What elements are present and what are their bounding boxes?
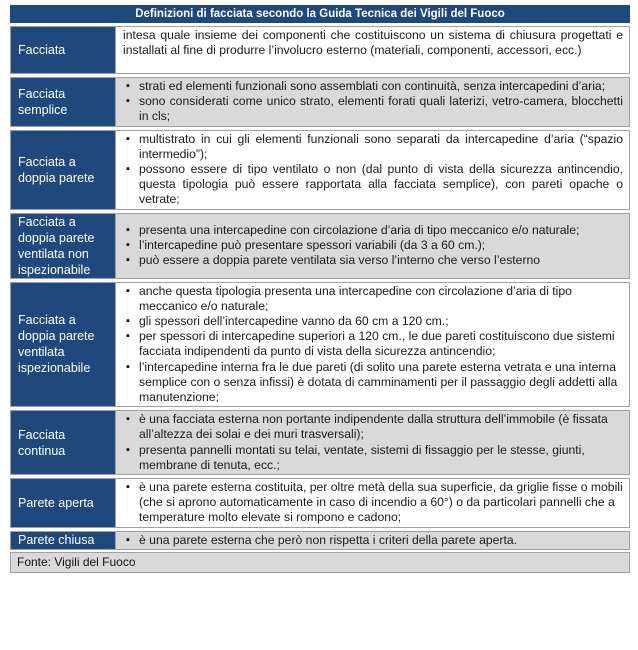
- row-label: Facciata semplice: [10, 77, 115, 127]
- row-label: Parete chiusa: [10, 531, 115, 550]
- list-item: ▪ multistrato in cui gli elementi funzionali sono separati da intercapedine d’aria (“spazio intermedio”);: [123, 132, 623, 162]
- row-description: [115, 213, 630, 279]
- row-label: Facciata continua: [10, 410, 115, 475]
- list-item: ▪ l’intercapedine può presentare spessori variabili (da 3 a 60 cm.);: [123, 238, 623, 253]
- row-label: Facciata a doppia parete: [10, 130, 115, 210]
- row-description: [115, 130, 630, 210]
- row-description: intesa quale insieme dei componenti che costituiscono un sistema di chiusura progettati e installati al fine di produrre l’involucro esterno (materiali, componenti, accessori, ecc.): [115, 26, 630, 74]
- list-item: ▪ sono considerati come unico strato, elementi forati quali laterizi, vetro-camera, blocchetti in cls;: [123, 94, 623, 124]
- table-row: [10, 282, 630, 408]
- list-item: ▪ presenta pannelli montati su telai, ventate, sistemi di fissaggio per le stesse, giunti, membrane di tenuta, ecc.;: [123, 443, 623, 473]
- table-row: [10, 531, 630, 550]
- table-row: [10, 26, 630, 74]
- row-label: Parete aperta: [10, 478, 115, 528]
- list-item: ▪ per spessori di intercapedine superiori a 120 cm., le due pareti costituiscono due sistemi facciata indipendenti da punto di vista della sicurezza antincendio;: [123, 329, 623, 359]
- table-title: Definizioni di facciata secondo la Guida Tecnica dei Vigili del Fuoco: [10, 5, 630, 23]
- table-row: [10, 478, 630, 528]
- list-item: ▪ è una parete esterna costituita, per oltre metà della sua superficie, da griglie fisse o mobili (che si aprono automaticamente in caso di incendio a 60°) o da particolari pannelli che a temperature molto elevate si rompono e cadono;: [123, 480, 623, 526]
- table-row: [10, 130, 630, 210]
- row-label: Facciata a doppia parete ventilata ispezionabile: [10, 282, 115, 408]
- list-item: ▪ può essere a doppia parete ventilata sia verso l’interno che verso l’esterno: [123, 253, 623, 268]
- table-row: [10, 77, 630, 127]
- table-row: [10, 213, 630, 279]
- list-item: ▪ anche questa tipologia presenta una intercapedine con circolazione d’aria di tipo meccanico e/o naturale;: [123, 284, 623, 314]
- table-row: [10, 410, 630, 475]
- definitions-table-container: [10, 5, 630, 573]
- source-note: Fonte: Vigili del Fuoco: [10, 552, 630, 573]
- row-label: Facciata: [10, 26, 115, 74]
- row-description: [115, 531, 630, 550]
- list-item: ▪ strati ed elementi funzionali sono assemblati con continuità, senza intercapedini d’aria;: [123, 79, 623, 94]
- row-description: [115, 77, 630, 127]
- list-item: ▪ gli spessori dell’intercapedine vanno da 60 cm a 120 cm.;: [123, 314, 623, 329]
- row-description: [115, 410, 630, 475]
- list-item: ▪ presenta una intercapedine con circolazione d’aria di tipo meccanico e/o naturale;: [123, 223, 623, 238]
- list-item: ▪ l’intercapedine interna fra le due pareti (di solito una parete esterna vetrata e una interna semplice con o senza infissi) è dotata di camminamenti per il passaggio degli addetti alla manutenzione;: [123, 360, 623, 406]
- row-description: [115, 282, 630, 408]
- row-label: Facciata a doppia parete ventilata non ispezionabile: [10, 213, 115, 279]
- list-item: ▪ possono essere di tipo ventilato o non (dal punto di vista della sicurezza antincendio, questa tipologia può essere rapportata alla facciata semplice), con pareti opache o vetrate;: [123, 162, 623, 208]
- row-description: [115, 478, 630, 528]
- list-item: ▪ è una parete esterna che però non rispetta i criteri della parete aperta.: [123, 533, 623, 548]
- definitions-table: [10, 23, 630, 553]
- list-item: ▪ è una facciata esterna non portante indipendente dalla struttura dell’immobile (è fissata all’altezza dei solai e dei muri trasversali);: [123, 412, 623, 442]
